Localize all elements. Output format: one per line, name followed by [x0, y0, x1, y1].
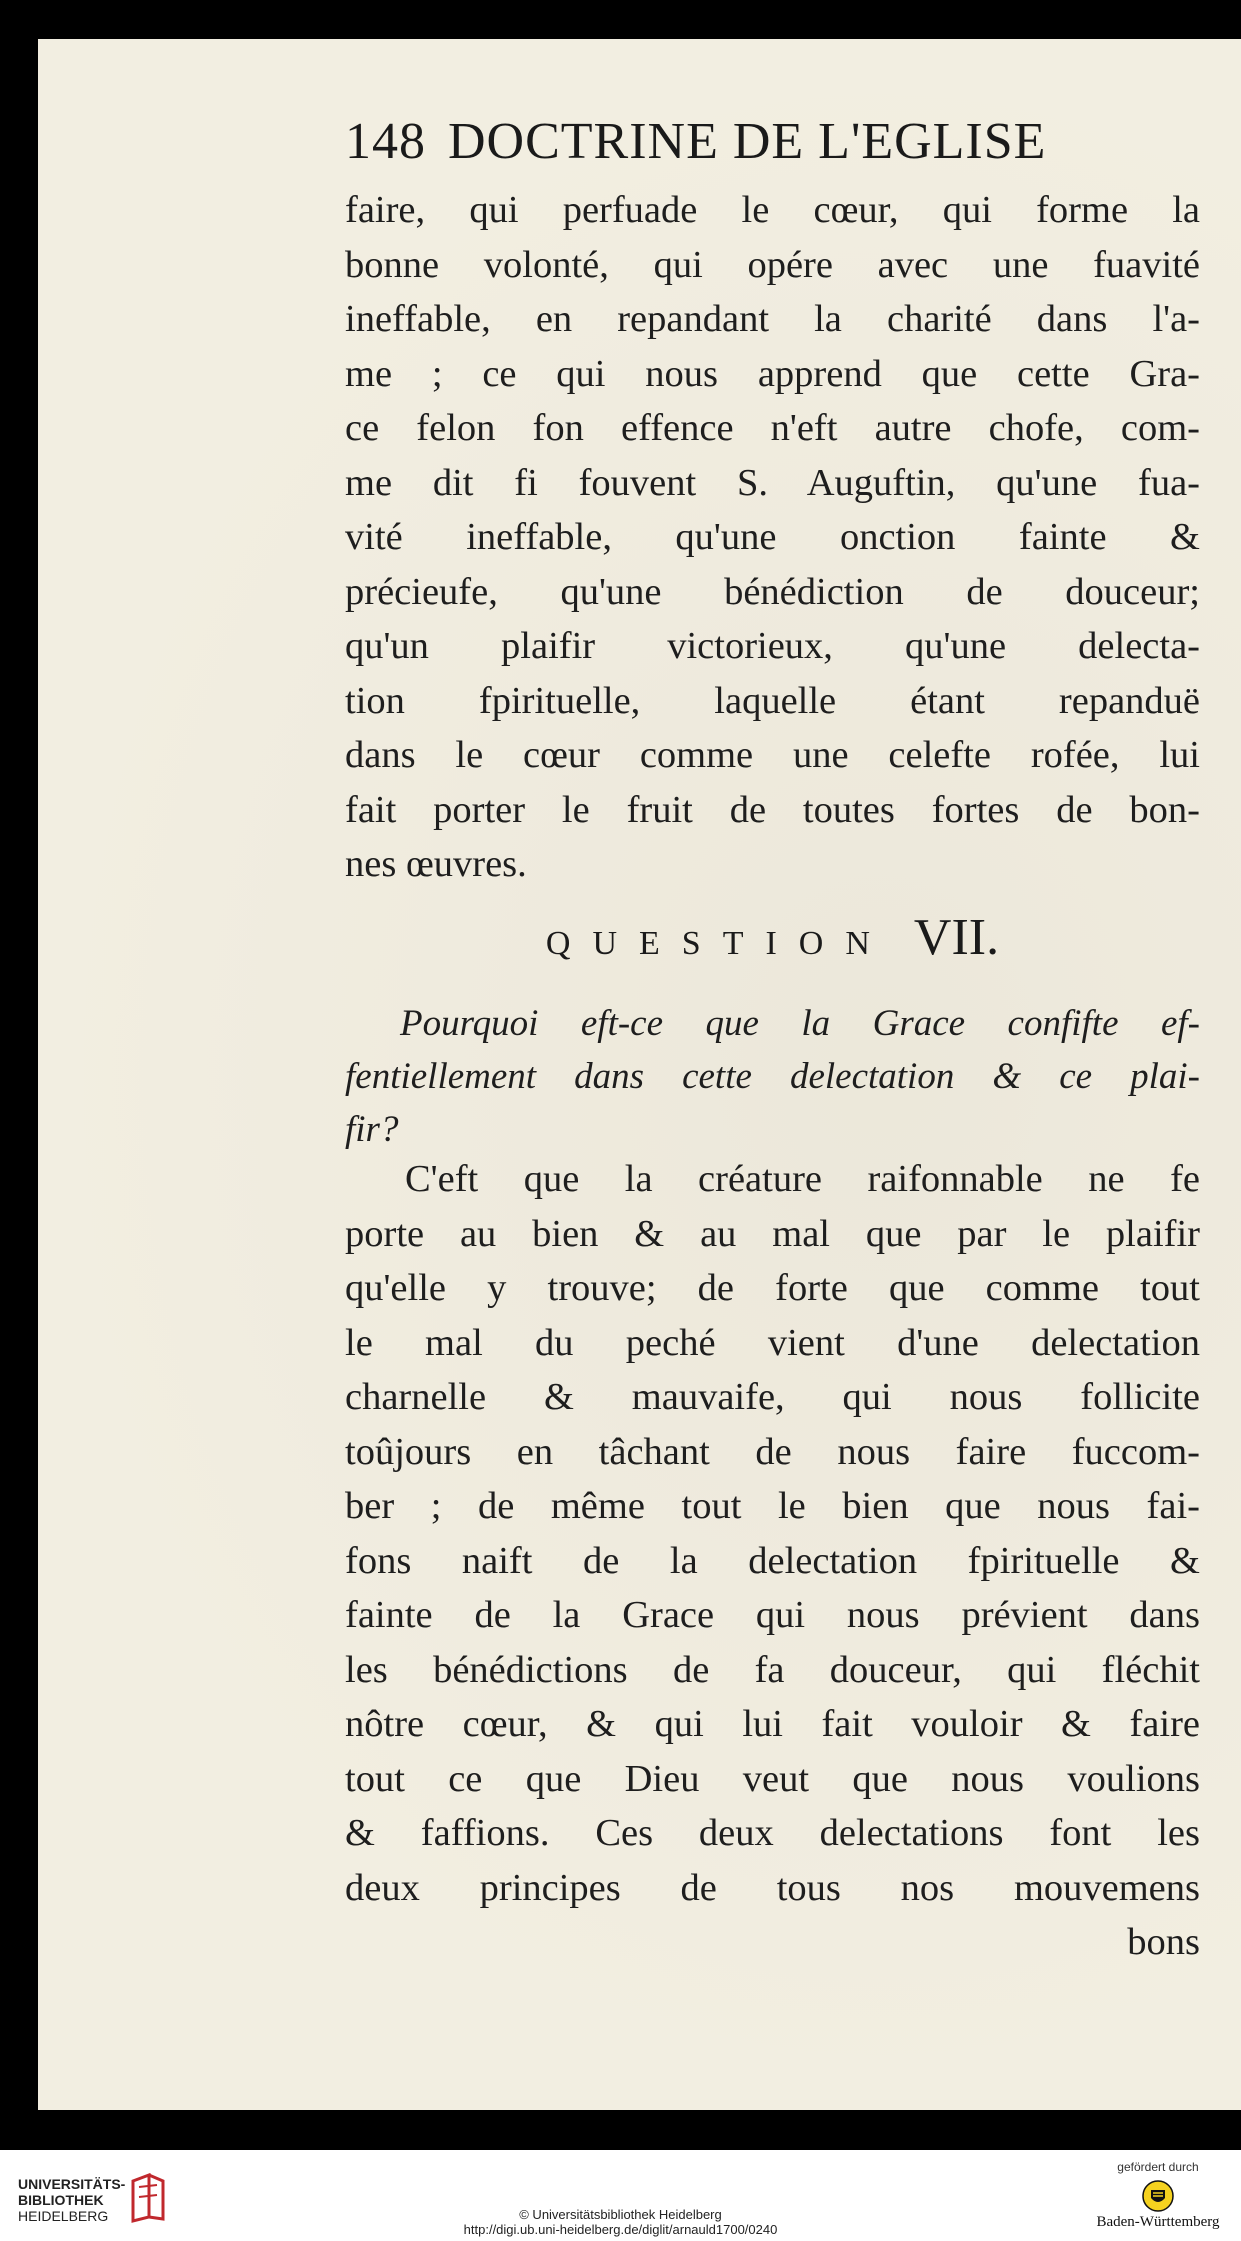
- library-name-line: BIBLIOTHEK: [18, 2192, 104, 2208]
- library-name-line: UNIVERSITÄTS-: [18, 2176, 126, 2192]
- text-line: porte au bien & au mal que par le plaifir: [345, 1212, 1200, 1255]
- state-crest-icon: [1142, 2180, 1174, 2212]
- text-line: les bénédictions de fa douceur, qui fléchit: [345, 1648, 1200, 1691]
- funded-by-label: gefördert durch: [1117, 2160, 1199, 2174]
- permalink-url[interactable]: http://digi.ub.uni-heidelberg.de/diglit/arnauld1700/0240: [463, 2222, 778, 2237]
- state-name: Baden-Württemberg: [1096, 2214, 1220, 2230]
- text-line: nes œuvres.: [345, 843, 527, 885]
- text-line: me dit fi fouvent S. Auguftin, qu'une fua-: [345, 461, 1200, 504]
- text-line: Pourquoi eft-ce que la Grace confifte ef-: [400, 1003, 1200, 1044]
- viewer-footer: [0, 2150, 1241, 2241]
- text-line: deux principes de tous nos mouvemens: [345, 1866, 1200, 1909]
- text-line: me ; ce qui nous apprend que cette Gra-: [345, 352, 1200, 395]
- page-number: 148: [345, 113, 426, 170]
- text-line: fainte de la Grace qui nous prévient dans: [345, 1594, 1200, 1636]
- text-line: bonne volonté, qui opére avec une fuavité: [345, 243, 1200, 286]
- question-number: VII.: [913, 909, 1000, 966]
- library-name-line: HEIDELBERG: [18, 2208, 109, 2224]
- text-line: charnelle & mauvaife, qui nous follicite: [345, 1376, 1200, 1418]
- copyright-notice: [0, 2207, 1241, 2237]
- running-header: [345, 112, 1046, 171]
- question-heading: [345, 908, 1200, 967]
- text-line: dans le cœur comme une celefte rofée, lui: [345, 734, 1200, 776]
- catchword: bons: [1127, 1921, 1200, 1963]
- copyright-text: © Universitätsbibliothek Heidelberg: [519, 2207, 722, 2222]
- paragraph-answer: [345, 1152, 1200, 1970]
- text-line: faire, qui perfuade le cœur, qui forme la: [345, 189, 1200, 231]
- text-line: qu'un plaifir victorieux, qu'une delecta-: [345, 625, 1200, 667]
- text-line: tion fpirituelle, laquelle étant repanduë: [345, 679, 1200, 722]
- text-line: nôtre cœur, & qui lui fait vouloir & faire: [345, 1703, 1200, 1745]
- text-line: ineffable, en repandant la charité dans l'a-: [345, 298, 1200, 340]
- text-line: & faffions. Ces deux delectations font les: [345, 1812, 1200, 1854]
- text-line: tout ce que Dieu veut que nous voulions: [345, 1757, 1200, 1800]
- text-line: fir?: [345, 1109, 399, 1150]
- text-line: fait porter le fruit de toutes fortes de bon-: [345, 788, 1200, 831]
- question-text: [345, 997, 1200, 1156]
- text-line: fentiellement dans cette delectation & ce plai-: [345, 1056, 1200, 1097]
- text-line: précieufe, qu'une bénédiction de douceur;: [345, 570, 1200, 613]
- question-word: QUESTION: [545, 925, 892, 962]
- paragraph-answer-continued: [345, 183, 1200, 892]
- running-title: DOCTRINE DE L'EGLISE: [448, 113, 1047, 170]
- text-line: ber ; de même tout le bien que nous fai-: [345, 1485, 1200, 1527]
- funder-block: [1088, 2160, 1228, 2231]
- text-line: toûjours en tâchant de nous faire fuccom-: [345, 1430, 1200, 1473]
- text-line: le mal du peché vient d'une delectation: [345, 1321, 1200, 1364]
- text-line: vité ineffable, qu'une onction fainte &: [345, 516, 1200, 558]
- text-line: C'eft que la créature raifonnable ne fe: [405, 1158, 1200, 1200]
- text-line: ce felon fon effence n'eft autre chofe, com-: [345, 407, 1200, 449]
- text-line: fons naift de la delectation fpirituelle &: [345, 1539, 1200, 1582]
- text-line: qu'elle y trouve; de forte que comme tout: [345, 1267, 1200, 1309]
